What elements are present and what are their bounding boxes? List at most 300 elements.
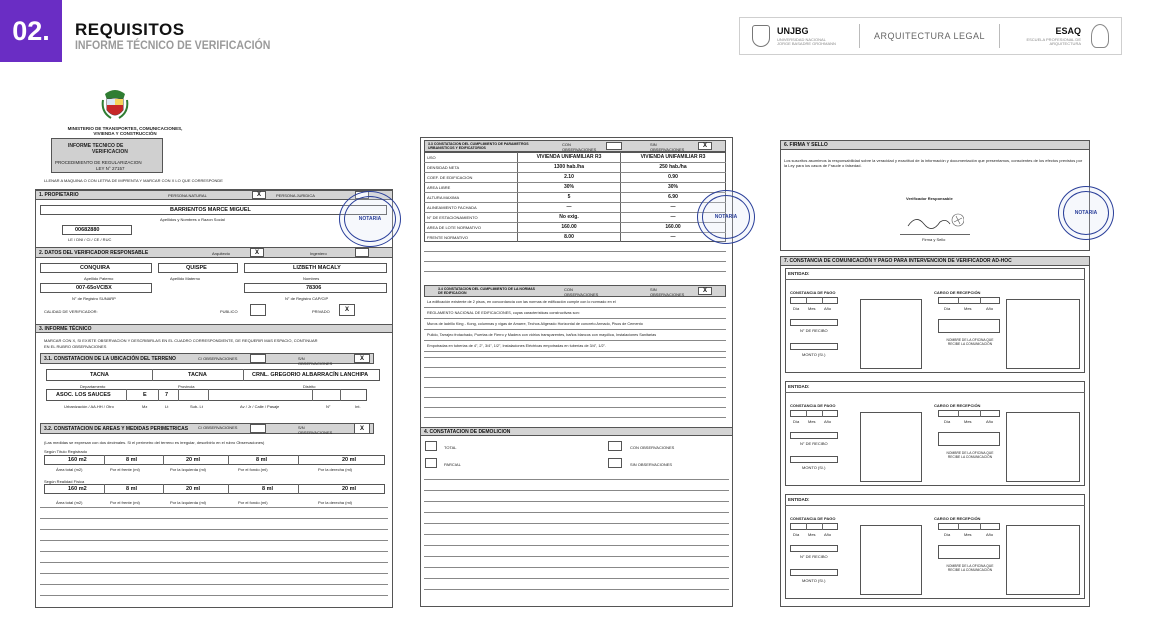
3-1-sin-obs-checkbox[interactable]: X bbox=[354, 354, 370, 363]
cell-divider bbox=[822, 297, 823, 304]
section-4-header: 4. CONSTATACION DE DEMOLICION bbox=[420, 427, 733, 436]
izquierda-real-label: Por la Izquierda (ml) bbox=[170, 500, 207, 505]
norm-line-rule bbox=[424, 318, 726, 319]
sin-observaciones-label-2: S/N OBSERVACIONES bbox=[298, 425, 333, 435]
oficina-field[interactable] bbox=[938, 319, 1000, 333]
blank-line bbox=[424, 407, 726, 408]
demolicion-con-obs-checkbox[interactable] bbox=[608, 441, 622, 451]
interior-label: Int. bbox=[355, 404, 361, 409]
cell-divider bbox=[178, 389, 179, 401]
recibo-label: N° DE RECIBO bbox=[800, 441, 828, 446]
dia-label: Día bbox=[944, 419, 951, 424]
verificador-label: Verificador Responsable bbox=[906, 196, 953, 201]
monto-field[interactable] bbox=[790, 569, 838, 576]
section-1-header: 1. PROPIETARIO bbox=[35, 190, 393, 200]
demolicion-sin-obs-checkbox[interactable] bbox=[608, 458, 622, 468]
anio-label: Año bbox=[986, 419, 994, 424]
table-row-divider bbox=[424, 192, 726, 193]
cell-divider bbox=[126, 389, 127, 401]
segun-realidad-label: Según Realidad Física bbox=[44, 479, 85, 484]
cap-label: N° de Registro CAP/CIP bbox=[285, 296, 329, 301]
coat-of-arms-icon bbox=[101, 86, 129, 122]
section-number-badge: 02. bbox=[0, 0, 62, 62]
fondo-real-value: 8 ml bbox=[262, 486, 274, 492]
notary-stamp-3 bbox=[1058, 186, 1114, 240]
section-3-header: 3. INFORME TÉCNICO bbox=[35, 324, 393, 333]
parameter-proyecto-value: — bbox=[670, 214, 676, 220]
cell-divider bbox=[806, 410, 807, 417]
notary-stamp-2 bbox=[697, 190, 755, 244]
blank-line bbox=[424, 556, 729, 557]
document-value: 00682880 bbox=[75, 227, 100, 233]
parameter-normativo-value: VIVIENDA UNIFAMILIAR R3 bbox=[536, 154, 602, 160]
cargo-image-box bbox=[1006, 412, 1080, 482]
publico-checkbox[interactable] bbox=[250, 304, 266, 316]
parameter-label: DENSIDAD NETA bbox=[427, 165, 460, 170]
entidad-rule bbox=[785, 505, 1085, 506]
blank-line bbox=[424, 387, 726, 388]
anio-label: Año bbox=[986, 532, 994, 537]
demolicion-total-checkbox[interactable] bbox=[425, 441, 437, 451]
observation-line bbox=[40, 540, 388, 541]
mes-label: Mes bbox=[964, 306, 972, 311]
entidad-label: ENTIDAD: bbox=[788, 384, 810, 389]
parameter-proyecto-value: 30% bbox=[667, 184, 678, 190]
recibo-field[interactable] bbox=[790, 545, 838, 552]
parameter-label: FRENTE NORMATIVO bbox=[427, 235, 469, 240]
parameter-normativo-value: — bbox=[566, 204, 572, 210]
table-row-divider bbox=[424, 172, 726, 173]
ingeniero-checkbox[interactable] bbox=[355, 248, 369, 257]
constancia-pago-label: CONSTANCIA DE PAGO bbox=[790, 290, 836, 295]
frente-real-value: 8 ml bbox=[126, 486, 138, 492]
distrito-label: Distrito bbox=[303, 384, 316, 389]
parameter-proyecto-value: VIVIENDA UNIFAMILIAR R3 bbox=[640, 154, 706, 160]
monto-label: MONTO (S/.) bbox=[802, 352, 826, 357]
responsibility-statement: Los suscritos asumimos la responsabilidad sobre la veracidad y exactitud de la información y documentación que presentamos, conscientes de los efectos previstos por la Ley para los casos de Fraude o falsedad. bbox=[784, 158, 1083, 169]
anio-label: Año bbox=[824, 306, 832, 311]
parameter-normativo-value: 2.10 bbox=[564, 174, 574, 180]
table-row-divider bbox=[424, 212, 726, 213]
banner-divider bbox=[999, 24, 1000, 48]
frente-label: Por el frente (ml) bbox=[110, 467, 140, 472]
cell-divider bbox=[163, 455, 164, 465]
measures-real-row bbox=[44, 484, 385, 494]
provincia-value: TACNA bbox=[188, 372, 207, 378]
section-3-2-header: 3.2. CONSTATACION DE AREAS Y MEDIDAS PERIMETRICAS bbox=[40, 423, 374, 434]
blank-line bbox=[424, 397, 726, 398]
table-row-divider bbox=[424, 222, 726, 223]
owner-value: BARRIENTOS MARCE MIGUEL bbox=[170, 207, 251, 213]
stamp-text: NOTARIA bbox=[358, 216, 382, 223]
receipt-image-box bbox=[860, 299, 922, 369]
table-row-divider bbox=[424, 202, 726, 203]
observation-line bbox=[40, 551, 388, 552]
mes-label: Mes bbox=[964, 532, 972, 537]
cell-divider bbox=[152, 369, 153, 381]
parameter-normativo-value: 8.00 bbox=[564, 234, 574, 240]
cell-divider bbox=[958, 523, 959, 530]
nombres-label: Nombres bbox=[303, 276, 320, 281]
parameter-label: ALTURA MAXIMA bbox=[427, 195, 460, 200]
oficina-label: NOMBRE DE LA OFICINA QUE RECIBE LA COMUNICACIÓN bbox=[946, 564, 994, 572]
3-4-sin-obs-checkbox[interactable]: X bbox=[698, 287, 712, 295]
recibo-label: N° DE RECIBO bbox=[800, 554, 828, 559]
report-title-line2: VERIFICACION bbox=[92, 149, 128, 155]
parameter-proyecto-value: 160.00 bbox=[665, 224, 681, 230]
parameter-normativo-value: 1300 hab./ha bbox=[553, 164, 584, 170]
mes-label: Mes bbox=[808, 306, 816, 311]
firma-sello-label: Firma y Sello bbox=[922, 237, 946, 242]
report-title-box bbox=[51, 138, 163, 173]
3-2-sin-obs-checkbox[interactable]: X bbox=[354, 423, 370, 434]
sin-observaciones-label: S/N OBSERVACIONES bbox=[298, 356, 333, 366]
area-total-real-label: Área total (m2) bbox=[56, 500, 83, 505]
demolicion-sin-obs-label: SIN OBSERVACIONES bbox=[630, 462, 673, 467]
monto-label: MONTO (S/.) bbox=[802, 465, 826, 470]
blank-line bbox=[424, 534, 729, 535]
recibo-field[interactable] bbox=[790, 319, 838, 326]
demolicion-total-label: TOTAL bbox=[444, 445, 457, 450]
fecha-cargo-field[interactable] bbox=[938, 297, 1000, 304]
cell-divider bbox=[104, 455, 105, 465]
sunarp-label: N° de Registro SUNARP bbox=[72, 296, 116, 301]
fecha-pago-field[interactable] bbox=[790, 523, 838, 530]
blank-line bbox=[424, 512, 729, 513]
demolicion-con-obs-label: CON OBSERVACIONES bbox=[630, 445, 675, 450]
parameter-normativo-value: 5 bbox=[567, 194, 571, 200]
oficina-label: NOMBRE DE LA OFICINA QUE RECIBE LA COMUNICACIÓN bbox=[946, 338, 994, 346]
blank-line bbox=[424, 271, 726, 272]
parameter-label: AREA LIBRE bbox=[427, 185, 451, 190]
parameter-label: COEF. DE EDIFICACION bbox=[427, 175, 473, 180]
constancia-pago-label: CONSTANCIA DE PAGO bbox=[790, 516, 836, 521]
avenida-label: Av / Jr / Calle / Pasaje bbox=[240, 404, 280, 409]
unjbg-block bbox=[777, 27, 837, 46]
mes-label: Mes bbox=[964, 419, 972, 424]
cargo-recepcion-label: CARGO DE RECEPCIÓN bbox=[934, 516, 981, 521]
arquitecto-label: Arquitecto bbox=[212, 251, 231, 256]
arquitecto-checkbox[interactable]: X bbox=[250, 248, 264, 257]
demolicion-parcial-label: PARCIAL bbox=[444, 462, 461, 467]
fondo-value: 8 ml bbox=[256, 457, 268, 463]
dia-label: Día bbox=[944, 306, 951, 311]
entidad-rule bbox=[785, 392, 1085, 393]
derecha-real-label: Por la derecha (ml) bbox=[318, 500, 353, 505]
table-row-divider bbox=[424, 182, 726, 183]
fondo-label: Por el fondo (ml) bbox=[238, 467, 268, 472]
norm-text-line: REGLAMENTO NACIONAL DE EDIFICACIONES, cuyas características constructivas son: bbox=[427, 311, 580, 315]
oficina-field[interactable] bbox=[938, 432, 1000, 446]
entidad-label: ENTIDAD: bbox=[788, 497, 810, 502]
apellido-paterno-value: CONQUIRA bbox=[80, 265, 110, 271]
blank-line bbox=[424, 567, 729, 568]
norm-line-rule bbox=[424, 329, 726, 330]
lote-label: Lt bbox=[165, 404, 169, 409]
fill-instruction: LLENAR A MAQUINA O CON LETRA DE IMPRENTA Y MARCAR CON X LO QUE CORRESPONDE bbox=[44, 178, 223, 183]
mes-label: Mes bbox=[808, 419, 816, 424]
measures-titulo-row bbox=[44, 455, 385, 465]
dia-label: Día bbox=[944, 532, 951, 537]
cell-divider bbox=[158, 389, 159, 401]
lote-value: 7 bbox=[165, 392, 169, 398]
3-3-con-obs-checkbox[interactable] bbox=[606, 142, 622, 150]
parameter-label: N° DE ESTACIONAMIENTO bbox=[427, 215, 478, 220]
unjbg-shield-icon bbox=[752, 25, 770, 47]
area-total-label: Área total (m2) bbox=[56, 467, 83, 472]
receipt-image-box bbox=[860, 525, 922, 595]
report-title-line1: INFORME TECNICO DE bbox=[68, 143, 124, 149]
izquierda-label: Por la Izquierda (ml) bbox=[170, 467, 207, 472]
cargo-image-box bbox=[1006, 299, 1080, 369]
cell-divider bbox=[340, 389, 341, 401]
con-observaciones-label-2: C/ OBSERVACIONES bbox=[198, 425, 238, 430]
cap-value: 78306 bbox=[306, 285, 322, 291]
persona-natural-checkbox[interactable]: X bbox=[252, 191, 266, 199]
table-row-divider bbox=[424, 232, 726, 233]
provincia-label: Provincia bbox=[178, 384, 195, 389]
persona-juridica-label: PERSONA JURIDICA bbox=[276, 193, 315, 198]
cargo-image-box bbox=[1006, 525, 1080, 595]
mes-label: Mes bbox=[808, 532, 816, 537]
oficina-label: NOMBRE DE LA OFICINA QUE RECIBE LA COMUNICACIÓN bbox=[946, 451, 994, 459]
monto-field[interactable] bbox=[790, 343, 838, 350]
derecha-real-value: 20 ml bbox=[342, 486, 357, 492]
ingeniero-label: Ingeniero bbox=[310, 251, 327, 256]
sunarp-value: 007-65oVCBX bbox=[76, 285, 112, 291]
apellido-paterno-label: Apellido Paterno bbox=[84, 276, 114, 281]
owner-field-label: Apellidos y Nombres o Razon Social bbox=[160, 217, 225, 222]
section-3-instruction: MARCAR CON X, SI EXISTE OBSERVACION Y DESCRIBIRLAS EN EL CUADRO CORRESPONDIENTE, DE REQUERIR MAS ESPACIO, CONTINUAR bbox=[44, 338, 318, 343]
esaq-emblem-icon bbox=[1091, 24, 1109, 48]
parameter-proyecto-value: — bbox=[670, 234, 676, 240]
blank-line bbox=[424, 377, 726, 378]
document-field-label: LE / DNI / CI / CE / RUC bbox=[68, 237, 112, 242]
frente-real-label: Por el frente (ml) bbox=[110, 500, 140, 505]
norm-text-line: Pulido, Tarrajeo frotachado, Puertas de Fierro y Madera con vidrios transparentes, baños blancos con mayólica, Instalaciones Sanitarias bbox=[427, 333, 657, 337]
monto-field[interactable] bbox=[790, 456, 838, 463]
cell-divider bbox=[243, 369, 244, 381]
observation-line bbox=[40, 584, 388, 585]
oficina-field[interactable] bbox=[938, 545, 1000, 559]
sub-lote-label: Sub- Lt bbox=[190, 404, 203, 409]
3-4-sin-obs-label: SIN OBSERVACIONES bbox=[650, 287, 685, 297]
blank-line bbox=[424, 589, 729, 590]
page-title: REQUISITOS bbox=[75, 20, 185, 39]
cell-divider bbox=[822, 523, 823, 530]
esaq-name: ESAQ bbox=[1055, 25, 1081, 36]
anio-label: Año bbox=[986, 306, 994, 311]
stamp-text: NOTARIA bbox=[714, 214, 738, 221]
esaq-block bbox=[1023, 27, 1081, 46]
blank-line bbox=[424, 357, 726, 358]
report-procedure-line2: LEY N° 27157 bbox=[96, 166, 125, 171]
esaq-subtitle: ESCUELA PROFESIONAL DE ARQUITECTURA bbox=[1026, 36, 1081, 46]
section-3-3-title: 3.3 CONSTATACION DEL CUMPLIMIENTO DE PARAMETROS URBANISTICOS Y EDIFICATORIOS bbox=[428, 142, 529, 150]
norm-text-line: La edificación existente de 2 pisos, en concordancia con las normas de edificación cumple con lo normado en el bbox=[427, 300, 616, 304]
entidad-rule bbox=[785, 279, 1085, 280]
parameter-label: AREA DE LOTE NORMATIVO bbox=[427, 225, 481, 230]
urbanizacion-label: Urbanización / AA.HH / Otro bbox=[64, 404, 114, 409]
norm-text-line: Muros de ladrillo King - Kong, columnas y vigas de Amarre, Techos Aligerado Horizontal de concreto Armado, Pisos de Cemento bbox=[427, 322, 643, 326]
derecha-value: 20 ml bbox=[342, 457, 357, 463]
parameter-normativo-value: 160.00 bbox=[561, 224, 577, 230]
norm-line-rule bbox=[424, 307, 726, 308]
table-col-divider bbox=[517, 152, 518, 242]
recibo-label: N° DE RECIBO bbox=[800, 328, 828, 333]
cell-divider bbox=[298, 455, 299, 465]
fecha-cargo-field[interactable] bbox=[938, 523, 1000, 530]
unjbg-name: UNJBG bbox=[777, 25, 809, 36]
departamento-value: TACNA bbox=[90, 372, 109, 378]
cell-divider bbox=[163, 484, 164, 494]
stamp-text: NOTARIA bbox=[1074, 210, 1098, 217]
norm-line-rule bbox=[424, 351, 726, 352]
cell-divider bbox=[228, 484, 229, 494]
medidas-note: (Las medidas se expresan con dos decimales. Si el perímetro del terreno es irregular, describirlo en el rubro Observaciones) bbox=[44, 440, 265, 445]
derecha-label: Por la derecha (ml) bbox=[318, 467, 353, 472]
table-col-divider bbox=[620, 152, 621, 242]
manzana-value: E bbox=[143, 392, 147, 398]
blank-line bbox=[424, 251, 726, 252]
parameter-label: USO bbox=[427, 155, 436, 160]
anio-label: Año bbox=[824, 532, 832, 537]
section-3-4-title: 3.4 CONSTATACION DEL CUMPLIMIENTO DE LA NORMAS DE EDIFICACION bbox=[438, 287, 535, 295]
frente-value: 8 ml bbox=[126, 457, 138, 463]
3-4-con-obs-label: CON OBSERVACIONES bbox=[564, 287, 599, 297]
fecha-pago-field[interactable] bbox=[790, 297, 838, 304]
section-2-header: 2. DATOS DEL VERIFICADOR RESPONSABLE bbox=[35, 247, 393, 258]
observation-line bbox=[40, 507, 388, 508]
blank-line bbox=[424, 501, 729, 502]
section-7-header: 7. CONSTANCIA DE COMUNICACIÓN Y PAGO PARA INTERVENCION DE VERIFICADOR AD-HOC bbox=[780, 256, 1090, 266]
parameter-normativo-value: No exig. bbox=[559, 214, 579, 220]
page-subtitle: INFORME TÉCNICO DE VERIFICACIÓN bbox=[75, 38, 271, 52]
area-total-value: 160 m2 bbox=[68, 457, 87, 463]
izquierda-value: 20 ml bbox=[186, 457, 201, 463]
cell-divider bbox=[806, 523, 807, 530]
banner-divider bbox=[859, 24, 860, 48]
section-3-instruction-2: EN EL RUBRO OBSERVACIONES bbox=[44, 344, 107, 349]
cell-divider bbox=[312, 389, 313, 401]
publico-label: PUBLICO bbox=[220, 309, 238, 314]
distrito-value: CRNL. GREGORIO ALBARRACÍN LANCHIPA bbox=[252, 372, 369, 378]
report-procedure-line1: PROCEDIMIENTO DE REGULARIZACION bbox=[55, 160, 142, 165]
section-6-header: 6. FIRMA Y SELLO bbox=[780, 140, 1090, 150]
fecha-cargo-field[interactable] bbox=[938, 410, 1000, 417]
fecha-pago-field[interactable] bbox=[790, 410, 838, 417]
section-3-1-header: 3.1. CONSTATACION DE LA UBICACIÓN DEL TERRENO bbox=[40, 353, 374, 364]
norm-text-line: Empotradas en tuberías de 4", 2", 3/4", 1/2", Instalaciones Eléctricas empotradas en tuberías de 3/4", 1/2". bbox=[427, 344, 607, 348]
parameter-proyecto-value: 0.90 bbox=[668, 174, 678, 180]
cargo-recepcion-label: CARGO DE RECEPCIÓN bbox=[934, 403, 981, 408]
observation-line bbox=[40, 529, 388, 530]
observation-line bbox=[40, 518, 388, 519]
departamento-label: Departamento bbox=[80, 384, 106, 389]
area-label: ARQUITECTURA LEGAL bbox=[874, 31, 986, 41]
izquierda-real-value: 20 ml bbox=[186, 486, 201, 492]
3-3-sin-obs-label: SIN OBSERVACIONES bbox=[650, 142, 685, 152]
blank-line bbox=[424, 490, 729, 491]
blank-line bbox=[424, 479, 729, 480]
cell-divider bbox=[104, 484, 105, 494]
blank-line bbox=[424, 545, 729, 546]
privado-label: PRIVADO bbox=[312, 309, 330, 314]
numero-label: N° bbox=[326, 404, 331, 409]
cell-divider bbox=[822, 410, 823, 417]
signature-image bbox=[904, 210, 964, 232]
con-observaciones-label: C/ OBSERVACIONES bbox=[198, 356, 238, 361]
dia-label: Día bbox=[793, 532, 800, 537]
observation-line bbox=[40, 595, 388, 596]
segun-titulo-label: Según Título Registrado bbox=[44, 449, 88, 454]
apellido-materno-value: QUISPE bbox=[186, 265, 207, 271]
unjbg-subtitle: UNIVERSIDAD NACIONAL JORGE BASADRE GROHMANN bbox=[777, 36, 836, 46]
3-1-con-obs-checkbox[interactable] bbox=[250, 354, 266, 363]
manzana-label: Mz bbox=[142, 404, 148, 409]
entidad-label: ENTIDAD: bbox=[788, 271, 810, 276]
norm-line-rule bbox=[424, 340, 726, 341]
cell-divider bbox=[980, 410, 981, 417]
signature-line bbox=[900, 234, 970, 235]
cell-divider bbox=[208, 389, 209, 401]
apellido-materno-label: Apellido Materno bbox=[170, 276, 201, 281]
parameter-proyecto-value: 250 hab./ha bbox=[659, 164, 687, 170]
recibo-field[interactable] bbox=[790, 432, 838, 439]
observation-line bbox=[40, 573, 388, 574]
calidad-label: CALIDAD DE VERIFICADOR: bbox=[44, 309, 98, 314]
observation-line bbox=[40, 562, 388, 563]
cell-divider bbox=[298, 484, 299, 494]
dia-label: Día bbox=[793, 419, 800, 424]
institution-banner bbox=[739, 17, 1122, 55]
receipt-image-box bbox=[860, 412, 922, 482]
monto-label: MONTO (S/.) bbox=[802, 578, 826, 583]
dia-label: Día bbox=[793, 306, 800, 311]
cargo-recepcion-label: CARGO DE RECEPCIÓN bbox=[934, 290, 981, 295]
cell-divider bbox=[980, 523, 981, 530]
urbanizacion-value: ASOC. LOS SAUCES bbox=[56, 392, 111, 398]
blank-line bbox=[424, 417, 726, 418]
parameter-label: ALINEAMIENTO FACHADA bbox=[427, 205, 477, 210]
blank-line bbox=[424, 578, 729, 579]
cell-divider bbox=[806, 297, 807, 304]
notary-stamp bbox=[339, 191, 401, 247]
blank-line bbox=[424, 261, 726, 262]
persona-natural-label: PERSONA NATURAL bbox=[168, 193, 207, 198]
table-row-divider bbox=[424, 162, 726, 163]
privado-checkbox[interactable]: X bbox=[339, 304, 355, 316]
demolicion-parcial-checkbox[interactable] bbox=[425, 458, 437, 468]
cell-divider bbox=[228, 455, 229, 465]
anio-label: Año bbox=[824, 419, 832, 424]
3-3-con-obs-label: CON OBSERVACIONES bbox=[562, 142, 597, 152]
fondo-real-label: Por el fondo (ml) bbox=[238, 500, 268, 505]
nombres-value: LIZBETH MACALY bbox=[293, 265, 341, 271]
cell-divider bbox=[958, 410, 959, 417]
3-2-con-obs-checkbox[interactable] bbox=[250, 424, 266, 433]
cell-divider bbox=[958, 297, 959, 304]
parameter-normativo-value: 30% bbox=[563, 184, 574, 190]
parameter-proyecto-value: — bbox=[670, 204, 676, 210]
ministry-name: MINISTERIO DE TRANSPORTES, COMUNICACIONES, VIVIENDA Y CONSTRUCCIÓN bbox=[67, 126, 183, 136]
3-3-sin-obs-checkbox[interactable]: X bbox=[698, 142, 712, 150]
area-total-real-value: 160 m2 bbox=[68, 486, 87, 492]
parameter-proyecto-value: 6.90 bbox=[668, 194, 678, 200]
constancia-pago-label: CONSTANCIA DE PAGO bbox=[790, 403, 836, 408]
blank-line bbox=[424, 523, 729, 524]
blank-line bbox=[424, 367, 726, 368]
